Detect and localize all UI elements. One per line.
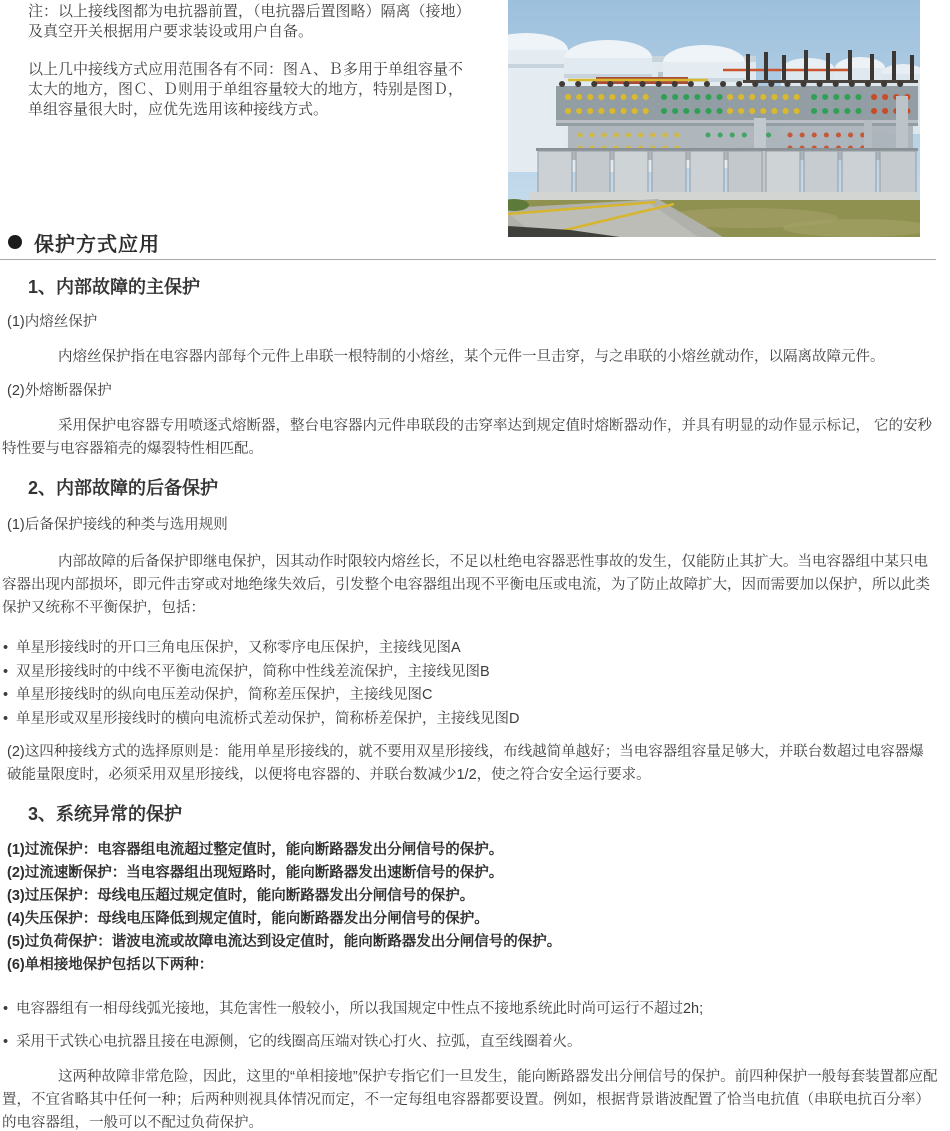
list-item-dry-reactor — [0, 1031, 950, 1054]
main-content — [0, 230, 950, 1131]
note-paragraph-1: 注：以上接线图都为电抗器前置，（电抗器后置图略）隔离（接地）及真空开关根据用户要求装设或用户自备。 — [28, 3, 464, 40]
list-item-single-phase-ground: (6)单相接地保护包括以下两种： — [7, 957, 214, 973]
list-item-text: 电容器组有一相母线弧光接地，其危害性一般较小，所以我国规定中性点不接地系统此时尚可运行不超过2h; — [16, 1001, 704, 1017]
section-divider — [0, 259, 936, 260]
top-notes — [28, 2, 465, 120]
paragraph-external-fuse: 采用保护电容器专用喷逐式熔断器，整台电容器内元件串联段的击穿率达到规定值时熔断器动作，并具有明显的动作显示标记， 它的安秒特性要与电容器箱壳的爆裂特性相匹配。 — [2, 418, 933, 457]
bullet-icon: • — [3, 1001, 9, 1017]
list-item-text: 单星形接线时的开口三角电压保护，又称零序电压保护，主接线见图A — [16, 640, 461, 656]
paragraph-backup-protection: 内部故障的后备保护即继电保护，因其动作时限较内熔丝长，不足以杜绝电容器恶性事故的发生，仅能防止其扩大。当电容器组中某只电容器出现内部损坏，即元件击穿或对地绝缘失效后，引发整个电容器组出现不平衡电压或电流，为了防止故障扩大，因而需要加以保护，所以此类保护又统称不平衡保护，包括： — [2, 554, 930, 616]
bullet-icon: • — [3, 1034, 9, 1050]
list-item-text: 单星形或双星形接线时的横向电流桥式差动保护，简称桥差保护，主接线见图D — [16, 710, 520, 727]
section-bullet-icon — [8, 235, 22, 249]
list-item-text: 采用干式铁心电抗器且接在电源侧，它的线圈高压端对铁心打火、拉弧，直至线圈着火。 — [16, 1034, 582, 1050]
bullet-icon: • — [3, 687, 9, 703]
note-paragraph-2: 以上几中接线方式应用范围各有不同：图Ａ、Ｂ多用于单组容量不太大的地方，图Ｃ、Ｄ则用于单组容量较大的地方，特别是图Ｄ，单组容量很大时，应优先选用该种接线方式。 — [28, 61, 464, 118]
paragraph-internal-fuse: 内熔丝保护指在电容器内部每个元件上串联一根特制的小熔丝，某个元件一旦击穿，与之串联的小熔丝就动作，以隔离故障元件。 — [58, 349, 885, 365]
section-title: 保护方式应用 — [34, 233, 160, 256]
paragraph-conclusion: 这两种故障非常危险，因此，这里的“单相接地”保护专指它们一旦发生，能向断路器发出分闸信号的保护。前四种保护一般每套装置都应配置，不宜省略其中任何一种；后两种则视具体情况而定，不一定每组电容器都要设置。例如，根据背景谐波配置了恰当电抗值（串联电抗百分率）的电容器组，一般可以不配过负荷保护。 — [2, 1069, 938, 1131]
sublabel-backup-wiring-rules: (1)后备保护接线的种类与选用规则 — [7, 517, 228, 533]
heading-internal-fault-backup-protection: 2、内部故障的后备保护 — [28, 478, 219, 498]
list-item-undervoltage: (4)失压保护：母线电压降低到规定值时，能向断路器发出分闸信号的保护。 — [7, 911, 489, 927]
list-item — [3, 637, 938, 661]
backup-protection-list — [0, 637, 950, 731]
list-item-arc-ground — [0, 998, 950, 1021]
system-protection-list — [0, 839, 950, 977]
list-item-overcurrent: (1)过流保护：电容器组电流超过整定值时，能向断路器发出分闸信号的保护。 — [7, 842, 504, 858]
section-header — [0, 230, 950, 254]
list-item-overload: (5)过负荷保护：谐波电流或故障电流达到设定值时，能向断路器发出分闸信号的保护。 — [7, 934, 562, 950]
list-item — [3, 684, 938, 708]
list-item-overcurrent-quickbreak: (2)过流速断保护：当电容器组出现短路时，能向断路器发出速断信号的保护。 — [7, 865, 504, 881]
list-item — [3, 661, 938, 685]
bullet-icon: • — [3, 663, 9, 680]
heading-system-abnormal-protection: 3、系统异常的保护 — [28, 804, 183, 824]
bullet-icon: • — [3, 640, 9, 656]
paragraph-wiring-selection-rules: (2)这四种接线方式的选择原则是：能用单星形接线的，就不要用双星形接线，布线越简单越好；当电容器组容量足够大，并联台数超过电容器爆破能量限度时，必须采用双星形接线，以便将电容器的、并联台数减少1/2，使之符合安全运行要求。 — [7, 744, 924, 783]
heading-internal-fault-main-protection: 1、内部故障的主保护 — [28, 277, 201, 297]
bullet-icon: • — [3, 710, 9, 727]
list-item-text: 单星形接线时的纵向电压差动保护，简称差压保护，主接线见图C — [16, 687, 433, 703]
sublabel-external-fuse: (2)外熔断器保护 — [7, 383, 112, 399]
substation-photo — [508, 0, 920, 237]
sublabel-internal-fuse: (1)内熔丝保护 — [7, 314, 98, 330]
list-item-text: 双星形接线时的中线不平衡电流保护，简称中性线差流保护，主接线见图B — [16, 663, 490, 680]
list-item — [3, 708, 938, 732]
list-item-overvoltage: (3)过压保护：母线电压超过规定值时，能向断路器发出分闸信号的保护。 — [7, 888, 475, 904]
substation-photo-art — [508, 0, 920, 237]
